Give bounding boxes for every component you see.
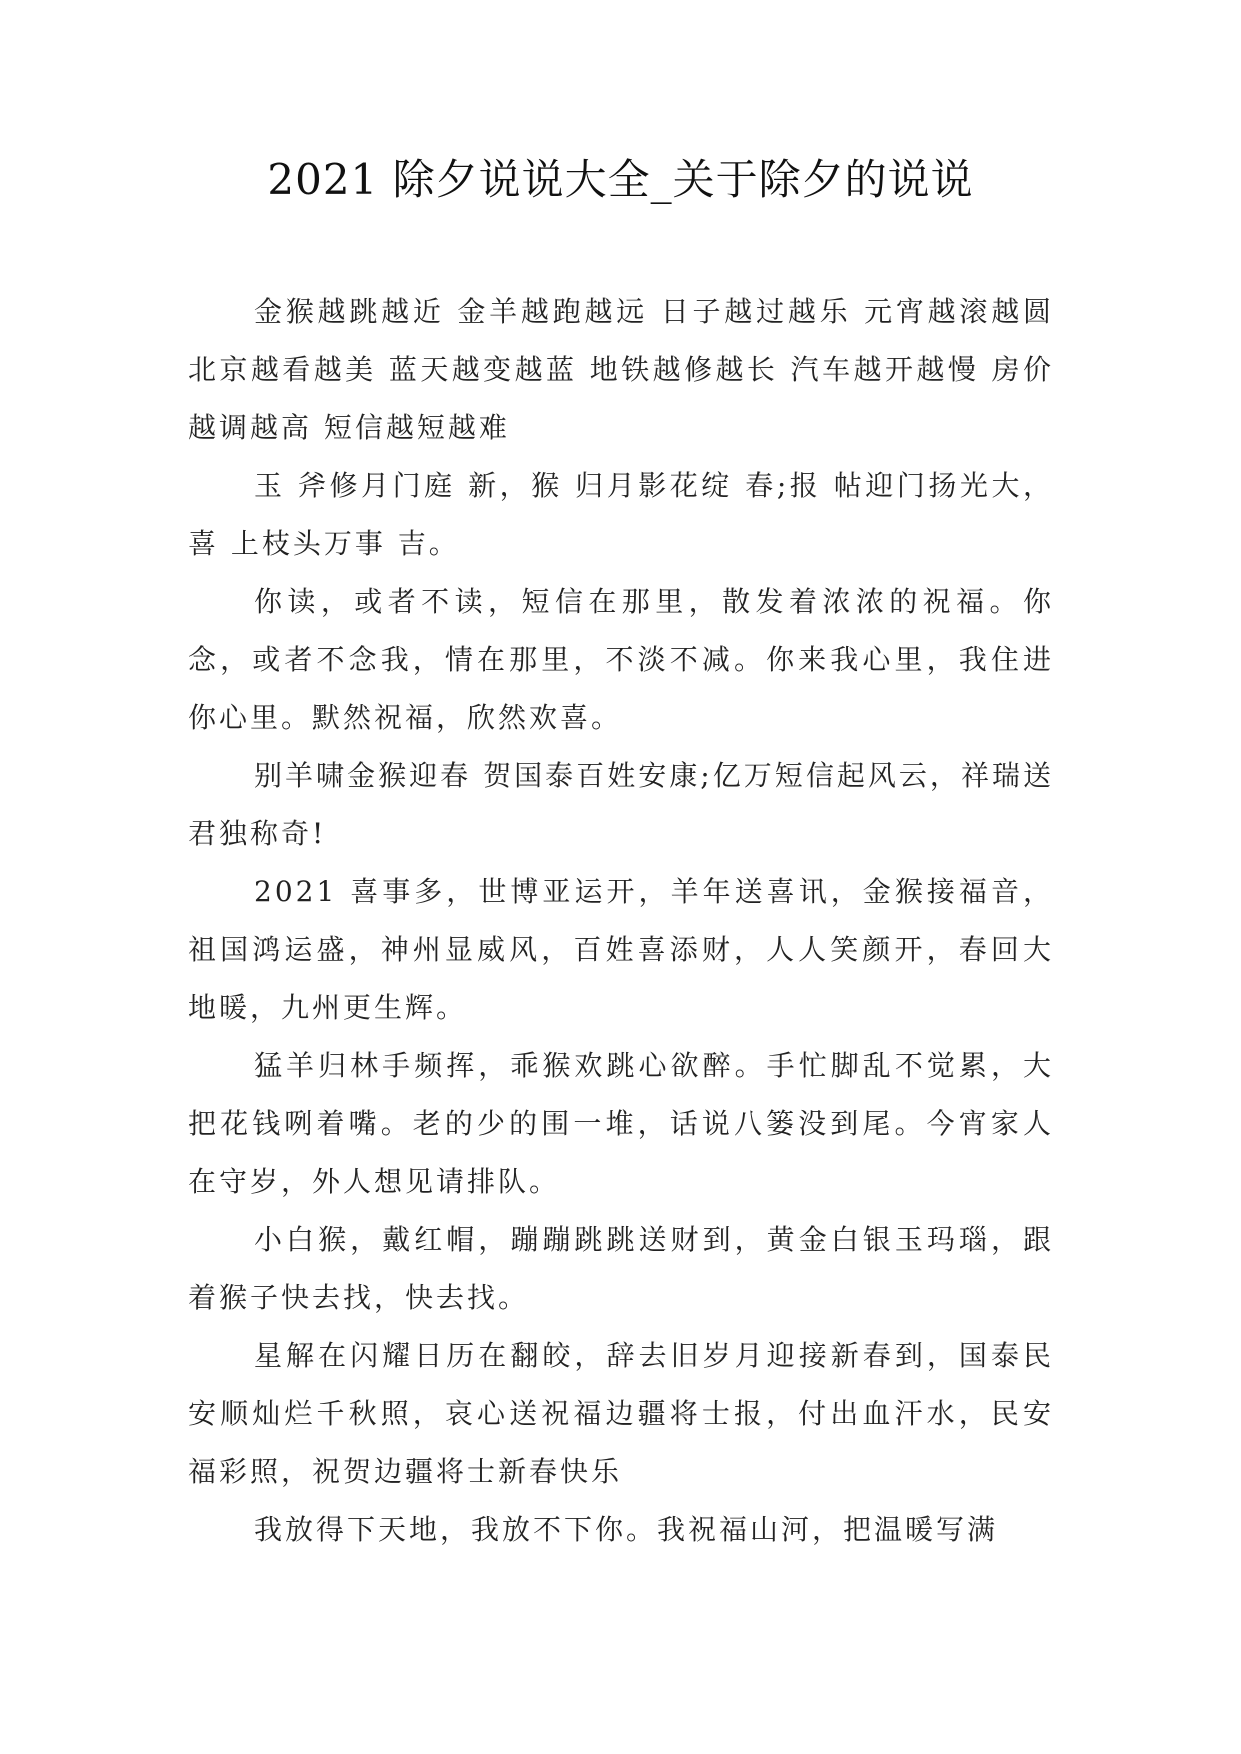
paragraph: 星解在闪耀日历在翻皎，辞去旧岁月迎接新春到，国泰民安顺灿烂千秋照，哀心送祝福边疆将士报，付出血汗水，民安福彩照，祝贺边疆将士新春快乐 xyxy=(188,1339,1054,1488)
paragraph: 金猴越跳越近 金羊越跑越远 日子越过越乐 元宵越滚越圆 北京越看越美 蓝天越变越蓝 地铁越修越长 汽车越开越慢 房价越调越高 短信越短越难 xyxy=(188,295,1054,444)
document-body xyxy=(188,283,1054,1559)
paragraph: 猛羊归林手频挥，乖猴欢跳心欲醉。手忙脚乱不觉累，大把花钱咧着嘴。老的少的围一堆，话说八篓没到尾。今宵家人在守岁，外人想见请排队。 xyxy=(188,1049,1054,1198)
paragraph: 小白猴，戴红帽，蹦蹦跳跳送财到，黄金白银玉玛瑙，跟着猴子快去找，快去找。 xyxy=(188,1223,1054,1314)
paragraph: 别羊啸金猴迎春 贺国泰百姓安康;亿万短信起风云，祥瑞送君独称奇! xyxy=(188,759,1054,850)
paragraph: 2021 喜事多，世博亚运开，羊年送喜讯，金猴接福音，祖国鸿运盛，神州显威风，百姓喜添财，人人笑颜开，春回大地暖，九州更生辉。 xyxy=(188,875,1054,1024)
paragraph: 我放得下天地，我放不下你。我祝福山河，把温暖写满 xyxy=(254,1513,999,1546)
page-title: 2021 除夕说说大全_关于除夕的说说 xyxy=(267,155,974,204)
paragraph: 你读，或者不读，短信在那里，散发着浓浓的祝福。你念，或者不念我，情在那里，不淡不减。你来我心里，我住进你心里。默然祝福，欣然欢喜。 xyxy=(188,585,1054,734)
paragraph: 玉 斧修月门庭 新，猴 归月影花绽 春;报 帖迎门扬光大，喜 上枝头万事 吉。 xyxy=(188,469,1054,560)
